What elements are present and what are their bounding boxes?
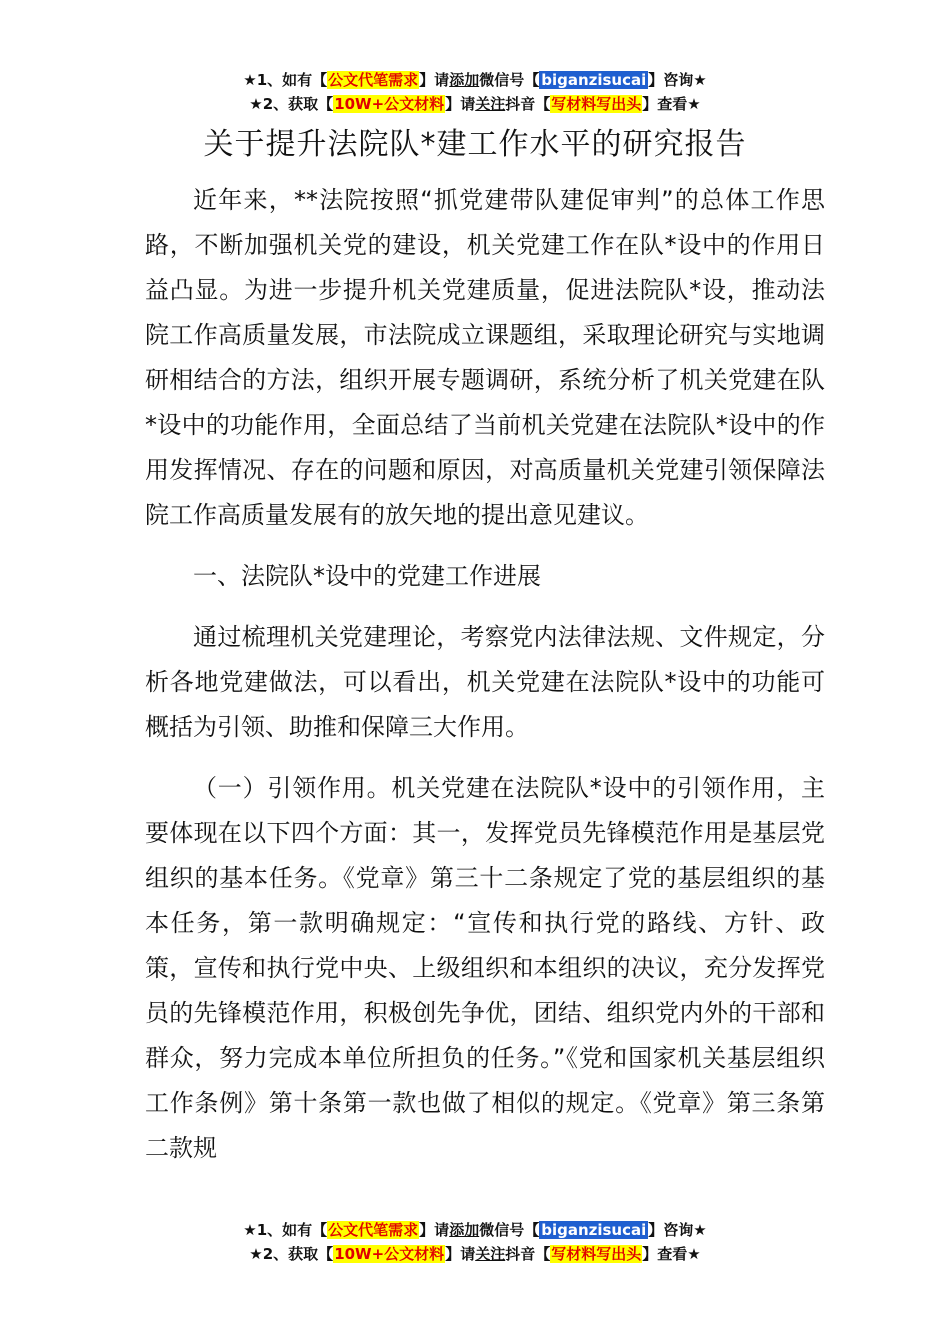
highlight-materials: 10W+公文材料 (334, 95, 445, 113)
banner-line-2 (0, 92, 950, 116)
banner-text: ★2、获取【 (249, 95, 334, 113)
banner-text: ★2、获取【 (249, 1245, 334, 1263)
banner-underlined-text: 添加 (449, 71, 480, 89)
banner-underlined-text: 添加 (449, 1221, 480, 1239)
banner-text: 】咨询★ (648, 71, 707, 89)
banner-underlined-text: 关注 (475, 95, 506, 113)
highlight-materials: 10W+公文材料 (334, 1245, 445, 1263)
banner-line-2 (0, 1242, 950, 1266)
bottom-banner (0, 1218, 950, 1266)
banner-line-1 (0, 68, 950, 92)
highlight-douyin: 写材料写出头 (551, 95, 642, 113)
highlight-service: 公文代笔需求 (328, 71, 419, 89)
paragraph-leading-role: （一）引领作用。机关党建在法院队*设中的引领作用，主要体现在以下四个方面：其一，发挥党员先锋模范作用是基层党组织的基本任务。《党章》第三十二条规定了党的基层组织的基本任务，第一款明确规定：“宣传和执行党的路线、方针、政策，宣传和执行党中央、上级组织和本组织的决议，充分发挥党员的先锋模范作用，积极创先争优，团结、组织党内外的干部和群众，努力完成本单位所担负的任务。”《党和国家机关基层组织工作条例》第十条第一款也做了相似的规定。《党章》第三条第二款规 (145, 774, 825, 1162)
banner-text: 】咨询★ (648, 1221, 707, 1239)
banner-text: ★1、如有【 (243, 71, 328, 89)
banner-text: 】请 (419, 1221, 450, 1239)
banner-text: 微信号【 (479, 71, 540, 89)
paragraph-overview: 通过梳理机关党建理论，考察党内法律法规、文件规定，分析各地党建做法，可以看出，机关党建在法院队*设中的功能可概括为引领、助推和保障三大作用。 (145, 623, 825, 741)
banner-text: 】请 (419, 71, 450, 89)
banner-line-1 (0, 1218, 950, 1242)
banner-text: 抖音【 (505, 1245, 551, 1263)
banner-text: 微信号【 (479, 1221, 540, 1239)
banner-text: 抖音【 (505, 95, 551, 113)
banner-text: 】请 (445, 95, 476, 113)
highlight-service: 公文代笔需求 (328, 1221, 419, 1239)
top-banner (0, 68, 950, 116)
section-heading: 一、法院队*设中的党建工作进展 (193, 562, 541, 590)
banner-text: 】请 (445, 1245, 476, 1263)
banner-text: 】查看★ (642, 1245, 701, 1263)
highlight-wechat-id: biganzisucai (541, 1221, 647, 1239)
highlight-douyin: 写材料写出头 (551, 1245, 642, 1263)
banner-text: ★1、如有【 (243, 1221, 328, 1239)
highlight-wechat-id: biganzisucai (541, 71, 647, 89)
paragraph-intro: 近年来，**法院按照“抓党建带队建促审判”的总体工作思路，不断加强机关党的建设，机关党建工作在队*设中的作用日益凸显。为进一步提升机关党建质量，促进法院队*设，推动法院工作高质量发展，市法院成立课题组，采取理论研究与实地调研相结合的方法，组织开展专题调研，系统分析了机关党建在队*设中的功能作用，全面总结了当前机关党建在法院队*设中的作用发挥情况、存在的问题和原因，对高质量机关党建引领保障法院工作高质量发展有的放矢地的提出意见建议。 (145, 186, 825, 529)
document-body (145, 178, 825, 1171)
banner-text: 】查看★ (642, 95, 701, 113)
document-title: 关于提升法院队*建工作水平的研究报告 (203, 127, 747, 162)
banner-underlined-text: 关注 (475, 1245, 506, 1263)
